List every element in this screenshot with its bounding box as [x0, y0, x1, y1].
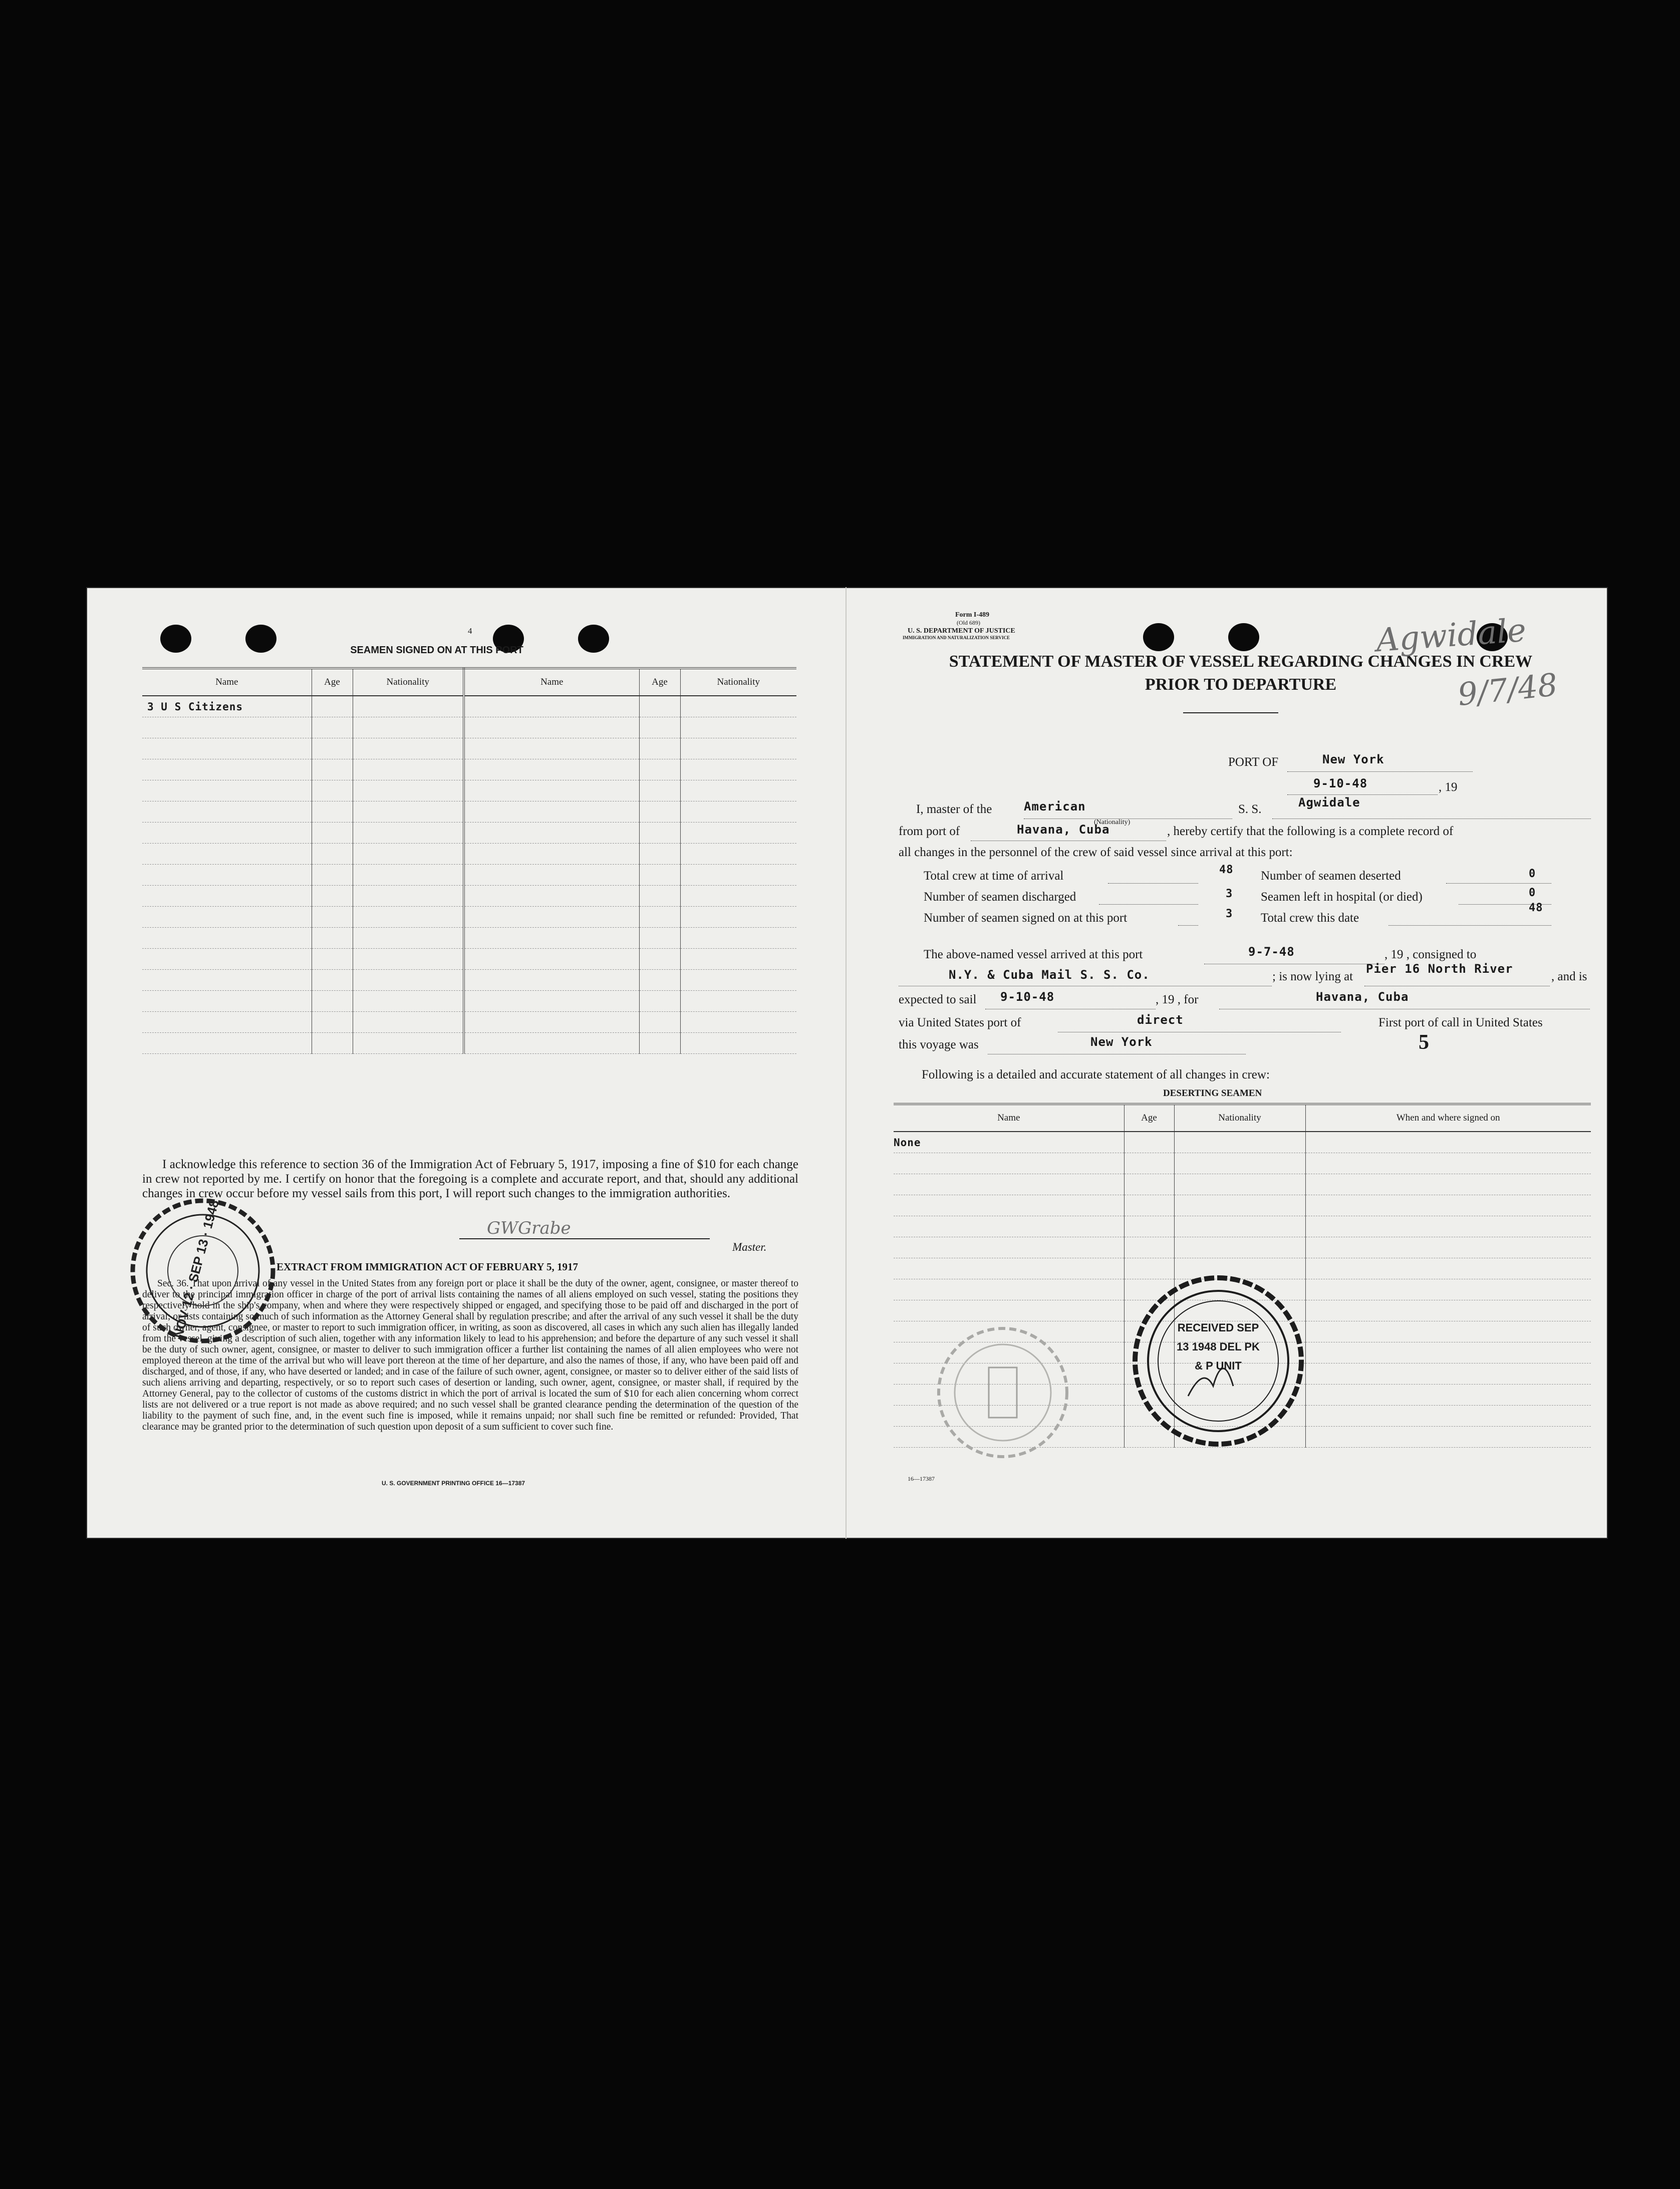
- table-row: [142, 970, 796, 991]
- from-port-value: Havana, Cuba: [1017, 823, 1110, 837]
- for-label: , 19 , for: [1156, 993, 1199, 1006]
- table-row: [142, 823, 796, 844]
- stat-field: [1388, 912, 1551, 926]
- column-header: Age: [639, 668, 680, 696]
- pier-value: Pier 16 North River: [1366, 962, 1513, 976]
- service: IMMIGRATION AND NATURALIZATION SERVICE: [903, 635, 1010, 640]
- stat-total-crew-arrival-label: Total crew at time of arrival: [924, 869, 1064, 883]
- table-cell: [639, 696, 680, 717]
- table-cell: [312, 696, 353, 717]
- table-row: [142, 1033, 796, 1054]
- immigration-stamp-left: [125, 1193, 281, 1348]
- stat-total-crew-arrival-value: 48: [1219, 864, 1234, 876]
- table-cell: 3 U S Citizens: [142, 696, 312, 717]
- sail-label: expected to sail: [899, 993, 977, 1006]
- stat-deserted-label: Number of seamen deserted: [1261, 869, 1401, 883]
- page-number: 4: [468, 626, 472, 636]
- stat-total-crew-date-value: 48: [1529, 902, 1543, 914]
- stat-hospital-label: Seamen left in hospital (or died): [1261, 890, 1423, 904]
- lying-label: ; is now lying at: [1272, 970, 1353, 983]
- table-row: [142, 928, 796, 949]
- table-row: [894, 1237, 1591, 1258]
- stat-signed-on-value: 3: [1226, 908, 1233, 920]
- sail-date: 9-10-48: [1000, 990, 1055, 1004]
- faint-received-stamp: [933, 1322, 1073, 1463]
- right-printer-line: 16—17387: [908, 1475, 935, 1482]
- table-cell: [1305, 1132, 1591, 1153]
- seamen-signed-on-table: [142, 667, 796, 1054]
- table-row: [894, 1174, 1591, 1195]
- table-row: [894, 1216, 1591, 1237]
- stat-discharged-value: 3: [1226, 888, 1233, 900]
- table-row: [142, 844, 796, 865]
- table-row: [142, 865, 796, 886]
- via-label: via United States port of: [899, 1016, 1021, 1029]
- table-row: [142, 780, 796, 801]
- ship-value: Agwidale: [1298, 795, 1360, 809]
- handwritten-number: 5: [1419, 1031, 1429, 1054]
- received-stamp-text: RECEIVED SEP 13 1948 DEL PK & P UNIT: [1177, 1321, 1260, 1372]
- from-port-label: from port of: [899, 825, 960, 838]
- table-row: [142, 696, 796, 717]
- table-cell: None: [894, 1132, 1124, 1153]
- voyage-port: New York: [1090, 1035, 1153, 1049]
- and-is-label: , and is: [1551, 970, 1587, 983]
- table-cell: [680, 696, 796, 717]
- stat-total-crew-date-label: Total crew this date: [1261, 911, 1359, 925]
- column-header: Age: [1124, 1104, 1174, 1132]
- page-fold: [846, 587, 847, 1539]
- column-header: Nationality: [680, 668, 796, 696]
- punch-hole: [160, 625, 191, 653]
- nationality-caption: (Nationality): [1094, 818, 1131, 826]
- master-signature: GWGrabe: [487, 1218, 571, 1238]
- table-row: [142, 886, 796, 907]
- punch-hole: [1143, 623, 1174, 651]
- table-cell: [353, 696, 464, 717]
- table-row: [894, 1132, 1591, 1153]
- following-text: Following is a detailed and accurate statement of all changes in crew:: [922, 1068, 1270, 1081]
- table-row: [142, 907, 796, 928]
- table-cell: [464, 696, 639, 717]
- arrived-label: The above-named vessel arrived at this port: [924, 948, 1143, 961]
- voyage-label: this voyage was: [899, 1038, 979, 1051]
- table-row: [142, 949, 796, 970]
- stat-hospital-value: 0: [1529, 887, 1536, 899]
- table-row: [142, 738, 796, 759]
- stat-discharged-label: Number of seamen discharged: [924, 890, 1076, 904]
- stat-signed-on-label: Number of seamen signed on at this port: [924, 911, 1128, 925]
- stat-field: [1099, 891, 1198, 905]
- table-row: [894, 1195, 1591, 1216]
- form-old-number: (Old 689): [957, 619, 980, 626]
- table-header-row: [894, 1104, 1591, 1132]
- table-header-row: [142, 668, 796, 696]
- certify-text: , hereby certify that the following is a complete record of: [1167, 825, 1454, 838]
- certify-text-2: all changes in the personnel of the crew of said vessel since arrival at this port:: [899, 846, 1293, 859]
- table-row: [142, 759, 796, 780]
- deserting-title: DESERTING SEAMEN: [1163, 1088, 1262, 1099]
- master-prefix: I, master of the: [916, 802, 992, 816]
- table-cell: [1124, 1132, 1174, 1153]
- stat-deserted-value: 0: [1529, 868, 1536, 880]
- column-header: Name: [142, 668, 312, 696]
- signature-line: [459, 1238, 710, 1239]
- table-row: [142, 991, 796, 1012]
- extract-text: Sec. 36. That upon arrival of any vessel in the United States from any foreign port or place it shall be the duty of the owner, agent, consignee, or master thereof to deliver to the principal immigration officer in charge of the port of arrival lists containing the names of all aliens employed on such vessel, stating the positions they respectively hold in the ship's company, when and where they were respectively shipped or engaged, and specifying those to be paid off and discharged in the port of arrival; or lists containing so much of such information as the Attorney General shall by regulation prescribe; and after the arrival of any such vessel it shall be the duty of such owner, agent, consignee, or master to report to such immigration officer, in writing, as soon as discovered, all cases in which any such alien has illegally landed from the vessel, giving a description of such alien, together with any information likely to lead to his apprehension; and before the departure of any such vessel it shall be the duty of such owner, agent, consignee, or master to deliver to such immigration officer a further list containing the names of all alien employees who were not employed thereon at the time of the arrival but who will leave port thereon at the time of her departure, and also the names of those, if any, who have been paid off and discharged, and of those, if any, who have deserted or landed; and in case of the failure of such owner, agent, consignee, or master so to deliver either of the said lists of such aliens arriving and departing, respectively, or so to report such cases of desertion or landing, such owner, agent, consignee, or master shall, if required by the Attorney General, pay to the collector of customs of the customs district in which the port of arrival is located the sum of $10 for each alien concerning whom correct lists are not delivered or a true report is not made as above required; and no such vessel shall be granted clearance pending the determination of the question of the liability to the payment of such fine, and, in the event such fine is imposed, while it remains unpaid; nor shall such fine be remitted or refunded: Provided, That clearance may be granted prior to the determination of such question upon deposit of a sum sufficient to cover such fine.: [142, 1278, 798, 1432]
- destination-value: Havana, Cuba: [1316, 990, 1409, 1004]
- stat-field: [1108, 870, 1198, 884]
- handwritten-date: 9/7/48: [1456, 666, 1559, 713]
- via-field: [1058, 1017, 1341, 1032]
- table-row: [142, 1012, 796, 1033]
- column-header: Nationality: [353, 668, 464, 696]
- table-row: [142, 717, 796, 738]
- column-header: Age: [312, 668, 353, 696]
- master-label: Master.: [732, 1241, 767, 1253]
- form-title-line1: STATEMENT OF MASTER OF VESSEL REGARDING CHANGES IN CREW: [949, 652, 1533, 671]
- ss-label: S. S.: [1238, 802, 1262, 816]
- table-row: [142, 801, 796, 823]
- department: U. S. DEPARTMENT OF JUSTICE: [908, 627, 1015, 635]
- arrived-date: 9-7-48: [1248, 945, 1295, 959]
- date-value: 9-10-48: [1313, 776, 1368, 790]
- form-number: Form I-489: [955, 611, 990, 619]
- via-port: direct: [1137, 1013, 1184, 1027]
- left-page-title: SEAMEN SIGNED ON AT THIS PORT: [350, 645, 523, 656]
- date-suffix: , 19: [1439, 780, 1458, 794]
- first-call-label: First port of call in United States: [1378, 1016, 1543, 1029]
- extract-title: EXTRACT FROM IMMIGRATION ACT OF FEBRUARY 5, 1917: [276, 1261, 579, 1273]
- table-row: [894, 1153, 1591, 1174]
- column-header: Name: [464, 668, 639, 696]
- acknowledgment-text: I acknowledge this reference to section 36 of the Immigration Act of February 5, 1917, imposing a fine of $10 for each change in crew not reported by me. I certify on honor that the foregoing is a complete and accurate report, and that, should any additional changes in crew occur before my vessel sails from this port, I will report such changes to the immigration authorities.: [142, 1158, 798, 1200]
- column-header: Name: [894, 1104, 1124, 1132]
- consigned-label: , 19 , consigned to: [1384, 948, 1477, 961]
- stat-field: [1178, 912, 1198, 926]
- stamp-text: NOV 12 · SEP 13 · 1948: [170, 1198, 222, 1340]
- document-sheet: [86, 587, 1608, 1539]
- nationality-value: American: [1024, 799, 1086, 813]
- port-label: PORT OF: [1228, 755, 1279, 769]
- title-underline: [1183, 712, 1278, 713]
- form-title-line2: PRIOR TO DEPARTURE: [1145, 675, 1337, 694]
- column-header: Nationality: [1174, 1104, 1305, 1132]
- column-header: When and where signed on: [1305, 1104, 1591, 1132]
- consignee-value: N.Y. & Cuba Mail S. S. Co.: [949, 968, 1150, 982]
- punch-hole: [1228, 623, 1259, 651]
- port-value: New York: [1322, 752, 1384, 766]
- handwritten-ship-name: Agwidale: [1374, 612, 1528, 660]
- left-printer-line: U. S. GOVERNMENT PRINTING OFFICE 16—17387: [382, 1480, 525, 1487]
- table-cell: [1174, 1132, 1305, 1153]
